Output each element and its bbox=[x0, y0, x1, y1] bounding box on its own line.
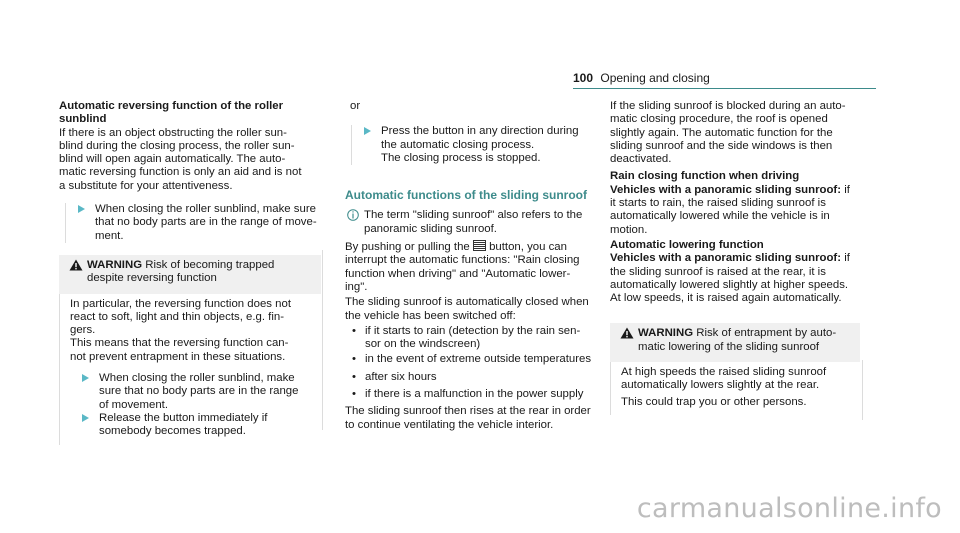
section-title: Automatic functions of the sliding sunroof bbox=[345, 188, 587, 203]
column-1 bbox=[59, 100, 321, 445]
paragraph: By pushing or pulling the button, you can interrupt the automatic functions: "Rain closing function when driving" and "Automatic lower- ing". bbox=[345, 241, 580, 293]
warning-icon bbox=[620, 327, 634, 339]
step-item: When closing the roller sunblind, make sure that no body parts are in the range of move- ment. bbox=[65, 203, 321, 243]
button-icon bbox=[473, 240, 486, 251]
warning-icon bbox=[69, 259, 83, 271]
rain-closing-section: Rain closing function when driving Vehicles with a panoramic sliding sunroof: if it starts to rain, the raised sliding sunroof is automatically lowered while the vehicle is in motion. bbox=[610, 170, 860, 236]
warning-body: At high speeds the raised sliding sunroof automatically lowers slightly at the rear. This could trap you or other persons. bbox=[610, 362, 860, 415]
page-number: 100 bbox=[573, 71, 594, 85]
column-2 bbox=[345, 100, 597, 432]
list-item: • if there is a malfunction in the power supply bbox=[352, 388, 584, 401]
column-divider bbox=[322, 250, 323, 430]
warning-label: WARNING bbox=[638, 327, 694, 340]
info-note: The term "sliding sunroof" also refers to the panoramic sliding sunroof. bbox=[345, 209, 597, 236]
triangle-step-icon bbox=[364, 127, 371, 135]
rain-heading: Rain closing function when driving bbox=[610, 170, 800, 183]
list-item: • in the event of extreme outside temperatures bbox=[352, 353, 592, 366]
warning-header: WARNING Risk of entrapment by auto- matic lowering of the sliding sunroof bbox=[610, 323, 860, 362]
or-label: or bbox=[350, 100, 361, 112]
section-name: Opening and closing bbox=[600, 71, 710, 85]
info-icon bbox=[347, 209, 359, 221]
paragraph: The sliding sunroof then rises at the rear in order to continue ventilating the vehicle interior. bbox=[345, 405, 591, 431]
step-item: Press the button in any direction during the automatic closing process. The closing process is stopped. bbox=[351, 125, 597, 165]
bullet-list bbox=[345, 325, 597, 401]
column-3 bbox=[610, 100, 860, 415]
warning-label: WARNING bbox=[87, 258, 143, 271]
lowering-section: Automatic lowering function Vehicles with a panoramic sliding sunroof: if the sliding sunroof is raised at the rear, it is automatically lowered slightly at higher speeds. At low speeds, it is raised again automatically. bbox=[610, 239, 860, 305]
warning-header: WARNING Risk of becoming trapped despite reversing function bbox=[59, 255, 321, 294]
watermark: carmanualsonline.info bbox=[636, 493, 942, 524]
step-item: Release the button immediately if somebody becomes trapped. bbox=[70, 412, 321, 439]
triangle-step-icon bbox=[82, 414, 89, 422]
list-item: • after six hours bbox=[352, 370, 437, 383]
warning-block bbox=[610, 323, 860, 414]
heading-reversing-function: Automatic reversing function of the roller sunblind bbox=[59, 100, 284, 126]
warning-block bbox=[59, 255, 321, 445]
page-header bbox=[573, 71, 710, 85]
triangle-step-icon bbox=[78, 205, 85, 213]
step-item: When closing the roller sunblind, make sure that no body parts are in the range of movement. bbox=[70, 372, 321, 412]
paragraph: The sliding sunroof is automatically closed when the vehicle has been switched off: bbox=[345, 296, 589, 322]
list-item: • if it starts to rain (detection by the rain sen- sor on the windscreen) bbox=[352, 324, 581, 351]
column-divider bbox=[862, 360, 863, 420]
triangle-step-icon bbox=[82, 374, 89, 382]
lowering-heading: Automatic lowering function bbox=[610, 238, 764, 251]
paragraph: If the sliding sunroof is blocked during an auto- matic closing procedure, the roof is opened slightly again. The automatic function for the sliding sunroof and the side windows is then deactivated. bbox=[610, 100, 846, 166]
warning-body: In particular, the reversing function does not react to soft, light and thin objects, e.g. fin- gers. This means that the reversing function can- not prevent entrapment in these situations. When closing the roller sunblind, make sure that no body parts are in the range of movement. Release the button immediately if somebody becomes trapped. bbox=[59, 294, 321, 445]
header-rule bbox=[573, 88, 876, 89]
reversing-paragraph: If there is an object obstructing the roller sun- blind during the closing process, the roller sun- blind will open again automatically. The auto- matic reversing function is only an aid and is not a substitute for your attentiveness. bbox=[59, 126, 302, 192]
